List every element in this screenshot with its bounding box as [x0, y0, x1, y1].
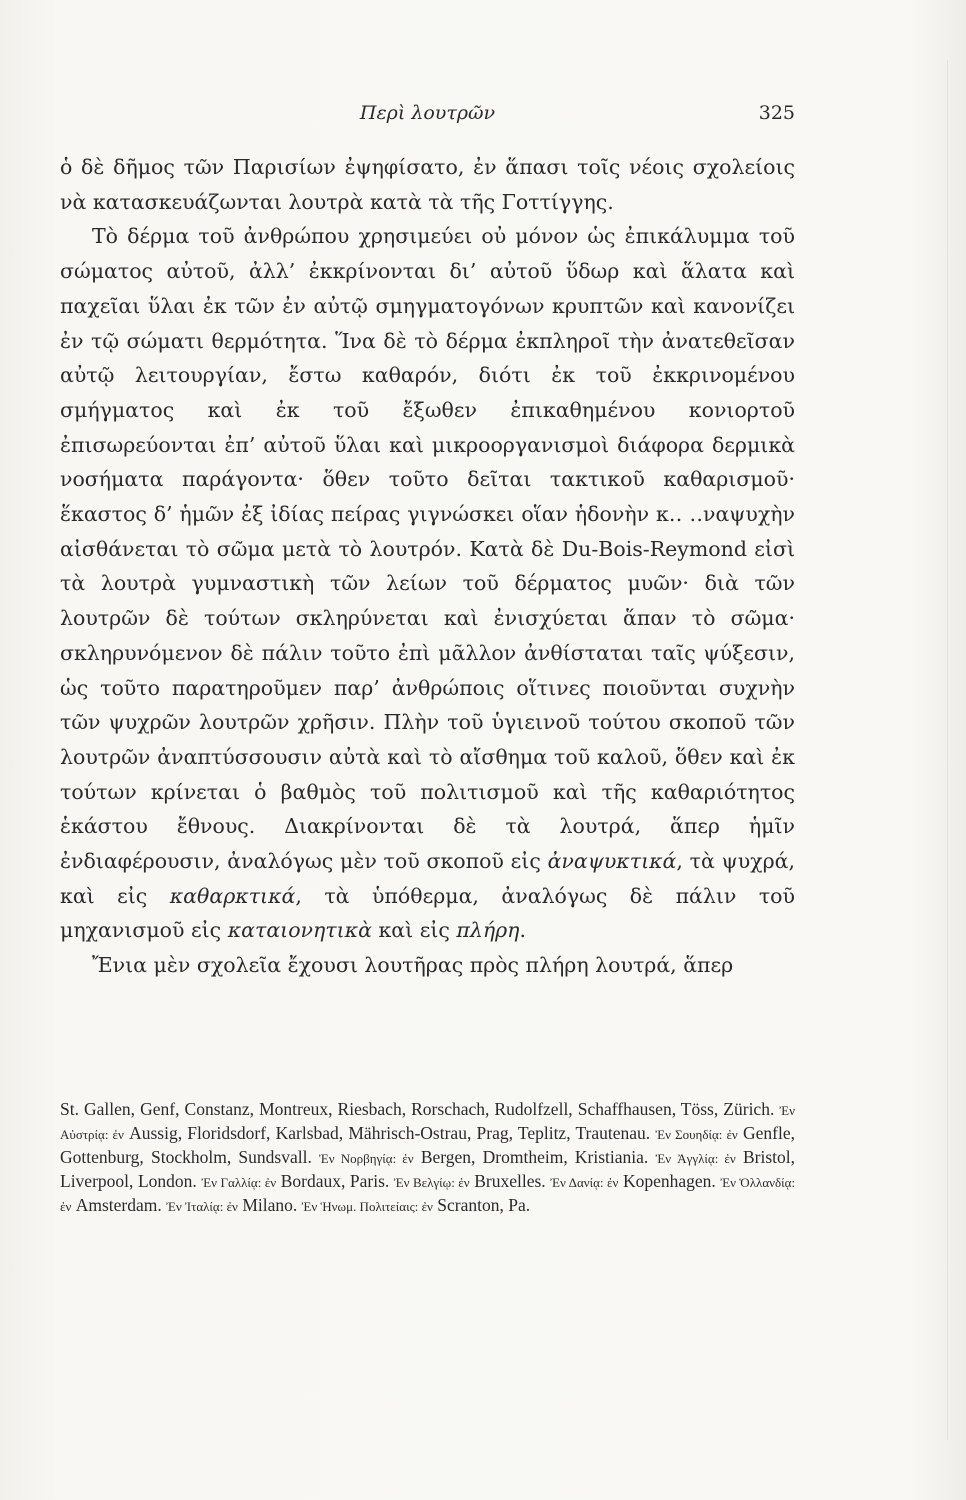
footnote-label-denmark: Ἐν Δανίᾳ: ἐν: [550, 1175, 619, 1190]
paragraph-2-end: .: [519, 918, 526, 943]
paragraph-1: [60, 150, 795, 219]
footnote-part-8: Kopenhagen.: [622, 1171, 716, 1191]
paragraph-2-text: Τὸ δέρμα τοῦ ἀνθρώπου χρησιμεύει οὐ μόνον ὡς ἐπικάλυμμα τοῦ σώματος αὐτοῦ, ἀλλ’ ἐκκρίνονται δι’ αὐτοῦ ὕδωρ καὶ ἅλατα καὶ παχεῖαι ὕλαι ἐκ τῶν ἐν αὐτῷ σμηγματογόνων κρυπτῶν καὶ κανονίζει ἐν τῷ σώματι θερμότητα. Ἵνα δὲ τὸ δέρμα ἐκπληροῖ τὴν ἀνατεθεῖσαν αὐτῷ λειτουργίαν, ἔστω καθαρόν, διότι ἐκ τοῦ ἐκκρινομένου σμήγματος καὶ ἐκ τοῦ ἔξωθεν ἐπικαθημένου κονιορτοῦ ἐπισωρεύονται ἐπ’ αὐτοῦ ὕλαι καὶ μικροοργανισμοὶ διάφορα δερμικὰ νοσήματα παράγοντα· ὅθεν τοῦτο δεῖται τακτικοῦ καθαρισμοῦ· ἕκαστος δ’ ἡμῶν ἐξ ἰδίας πείρας γιγνώσκει οἵαν ἡδονὴν κ‥ ‥ναψυχὴν αἰσθάνεται τὸ σῶμα μετὰ τὸ λουτρόν. Κατὰ δὲ Du-Bois-Reymond εἰσὶ τὰ λουτρὰ γυμναστικὴ τῶν λείων τοῦ δέρματος μυῶν· διὰ τῶν λουτρῶν δὲ τούτων σκληρύνεται καὶ ἐνισχύεται ἅπαν τὸ σῶμα· σκληρυνόμενον δὲ πάλιν τοῦτο ἐπὶ μᾶλλον ἀνθίσταται ταῖς ψύξεσιν, ὡς τοῦτο παρατηροῦμεν παρ’ ἀνθρώποις οἵτινες ποιοῦνται συχνὴν τῶν ψυχρῶν λουτρῶν χρῆσιν. Πλὴν τοῦ ὑγιεινοῦ τούτου σκοποῦ τῶν λουτρῶν ἀναπτύσσουσιν αὐτὰ καὶ τὸ αἴσθημα τοῦ καλοῦ, ὅθεν καὶ ἐκ τούτων κρίνεται ὁ βαθμὸς τοῦ πολιτισμοῦ καὶ τῆς καθαριότητος ἑκάστου ἔθνους. Διακρίνονται δὲ τὰ λουτρά, ἅπερ ἡμῖν ἐνδιαφέρουσιν, ἀναλόγως μὲν τοῦ σκοποῦ εἰς: [60, 224, 795, 874]
footnote-part-5: Bristol, Liverpool, London.: [60, 1147, 796, 1191]
footnote-label-holland: Ἐν Ὁλλανδίᾳ: ἐν: [60, 1175, 796, 1214]
paragraph-2: [60, 219, 795, 948]
page-number: 325: [758, 102, 795, 124]
footnote-label-usa: Ἐν Ἡνωμ. Πολιτείαις: ἐν: [301, 1199, 433, 1214]
footnote-part-1: St. Gallen, Genf, Constanz, Montreux, Riesbach, Rorschach, Rudolfzell, Schaffhausen, Töss, Zürich.: [60, 1099, 775, 1119]
paragraph-2-mid-2: , τὰ ὑπόθερμα, ἀναλόγως δὲ πάλιν τοῦ μηχανισμοῦ εἰς: [60, 883, 795, 943]
body-text: [60, 150, 795, 983]
running-title: Περὶ λουτρῶν: [359, 102, 496, 124]
footnote-label-italy: Ἐν Ἰταλίᾳ: ἐν: [166, 1199, 238, 1214]
footnote-label-france: Ἐν Γαλλίᾳ: ἐν: [201, 1175, 277, 1190]
paragraph-2-mid-3: καὶ εἰς: [378, 918, 450, 943]
paragraph-2-mid-1: , τὰ ψυχρά, καὶ εἰς: [60, 849, 795, 908]
page-header: [60, 100, 795, 130]
footnote-label-sweden: Ἐν Σουηδίᾳ: ἐν: [655, 1127, 738, 1142]
footnote-label-norway: Ἐν Νορβηγίᾳ: ἐν: [319, 1151, 414, 1166]
term-full: πλήρη: [456, 918, 520, 943]
footnote-part-2: Aussig, Floridsdorf, Karlsbad, Mährisch-Ostrau, Prag, Teplitz, Trautenau.: [129, 1123, 651, 1143]
footnote-part-6: Bordaux, Paris.: [280, 1171, 390, 1191]
term-refreshing: ἀναψυκτικά: [547, 849, 677, 874]
footnote-part-3: Genfle, Gottenburg, Stockholm, Sundsvall.: [60, 1123, 796, 1167]
paragraph-3: [60, 948, 795, 983]
footnote-label-austria: Ἐν Αὐστρίᾳ: ἐν: [60, 1103, 796, 1142]
footnote-label-england: Ἐν Ἀγγλίᾳ: ἐν: [655, 1151, 736, 1166]
paragraph-3-text: Ἔνια μὲν σχολεῖα ἔχουσι λουτῆρας πρὸς πλήρη λουτρά, ἅπερ: [92, 953, 734, 978]
page-edge-shadow: [947, 60, 948, 1440]
footnote-part-7: Bruxelles.: [474, 1171, 546, 1191]
footnote-part-10: Milano.: [242, 1195, 298, 1215]
term-cleansing: καθαρκτικά: [169, 883, 296, 908]
term-shower: καταιονητικὰ: [227, 918, 372, 943]
footnote: [60, 1098, 795, 1218]
footnote-part-4: Bergen, Dromtheim, Kristiania.: [420, 1147, 649, 1167]
footnote-part-11: Scranton, Pa.: [437, 1195, 531, 1215]
footnote-part-9: Amsterdam.: [75, 1195, 162, 1215]
paragraph-1-text: ὁ δὲ δῆμος τῶν Παρισίων ἐψηφίσατο, ἐν ἅπασι τοῖς νέοις σχολείοις νὰ κατασκευάζωνται λουτρὰ κατὰ τὰ τῆς Γοττίγγης.: [60, 155, 795, 214]
footnote-label-belgium: Ἐν Βελγίῳ: ἐν: [393, 1175, 470, 1190]
